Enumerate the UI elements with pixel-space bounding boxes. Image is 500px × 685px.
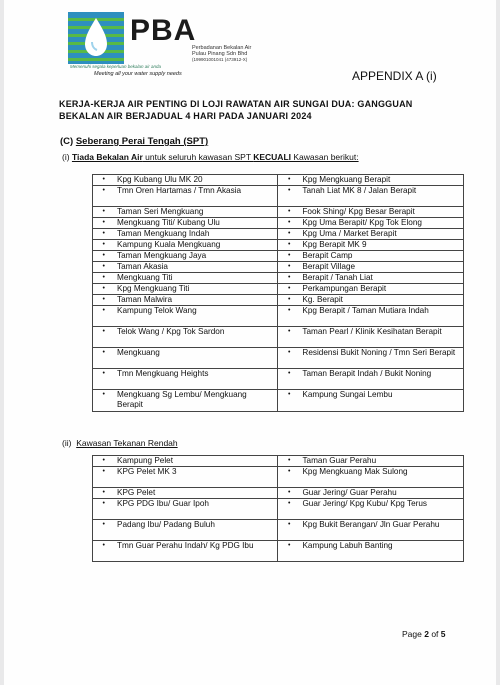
table-cell bbox=[278, 541, 464, 562]
bullet-icon: • bbox=[287, 500, 291, 507]
table-row bbox=[93, 369, 464, 390]
list-item bbox=[93, 306, 277, 316]
table-row bbox=[93, 251, 464, 262]
bullet-icon: • bbox=[287, 241, 291, 248]
list-item bbox=[278, 251, 463, 261]
area-name: Kpg Bukit Berangan/ Jln Guar Perahu bbox=[302, 520, 440, 529]
list-item bbox=[278, 369, 463, 379]
table-cell bbox=[93, 369, 278, 390]
brand-name: PBA bbox=[130, 14, 197, 47]
list-item bbox=[278, 295, 463, 305]
area-name: KPG PDG Ibu/ Guar Ipoh bbox=[117, 499, 209, 508]
bullet-icon: • bbox=[102, 489, 105, 496]
bullet-icon: • bbox=[287, 219, 291, 226]
item-i-heading bbox=[62, 152, 359, 162]
list-item bbox=[93, 229, 277, 239]
list-item bbox=[93, 175, 277, 185]
areas-table-2-body bbox=[93, 456, 464, 562]
bullet-icon: • bbox=[102, 187, 105, 194]
area-name: Taman Guar Perahu bbox=[302, 456, 377, 465]
bullet-icon: • bbox=[287, 230, 291, 237]
table-cell bbox=[278, 207, 464, 218]
bullet-icon: • bbox=[102, 521, 105, 528]
table-row bbox=[93, 390, 464, 412]
area-name: Kpg Berapit / Taman Mutiara Indah bbox=[302, 306, 429, 315]
table-cell bbox=[278, 456, 464, 467]
bullet-icon: • bbox=[287, 391, 291, 398]
bullet-icon: • bbox=[102, 391, 105, 398]
list-item bbox=[93, 251, 277, 261]
bullet-icon: • bbox=[287, 521, 291, 528]
bullet-icon: • bbox=[287, 457, 291, 464]
table-row bbox=[93, 541, 464, 562]
page-current: 2 bbox=[424, 629, 429, 639]
bullet-icon: • bbox=[102, 241, 105, 248]
list-item bbox=[93, 348, 277, 358]
table-cell bbox=[93, 348, 278, 369]
list-item bbox=[278, 262, 463, 272]
tagline-malay: Memenuhi segala keperluan bekalan air anda bbox=[70, 64, 162, 69]
area-name: Taman Akasia bbox=[117, 262, 168, 271]
table-cell bbox=[278, 262, 464, 273]
area-name: Taman Berapit Indah / Bukit Noning bbox=[302, 369, 432, 378]
bullet-icon: • bbox=[102, 208, 105, 215]
section-heading bbox=[60, 136, 208, 147]
area-name: Kampung Telok Wang bbox=[117, 306, 197, 315]
area-name: Mengkuang Sg Lembu/ Mengkuang Berapit bbox=[117, 390, 247, 409]
list-item bbox=[278, 499, 463, 509]
area-name: Kg. Berapit bbox=[302, 295, 343, 304]
table-cell bbox=[93, 467, 278, 488]
document-title: KERJA-KERJA AIR PENTING DI LOJI RAWATAN AIR SUNGAI DUA: GANGGUAN BEKALAN AIR BERJADUAL 4 HARI PADA JANUARI 2024 bbox=[59, 99, 413, 121]
list-item bbox=[278, 541, 463, 551]
list-item bbox=[278, 306, 463, 316]
table-cell bbox=[278, 327, 464, 348]
area-name: Kpg Mengkuang Berapit bbox=[302, 175, 391, 184]
table-row bbox=[93, 273, 464, 284]
bullet-icon: • bbox=[102, 370, 105, 377]
area-name: Fook Shing/ Kpg Besar Berapit bbox=[302, 207, 415, 216]
table-cell bbox=[93, 207, 278, 218]
area-name: Padang Ibu/ Padang Buluh bbox=[117, 520, 215, 529]
bullet-icon: • bbox=[102, 542, 105, 549]
list-item bbox=[93, 207, 277, 217]
area-name: Guar Jering/ Guar Perahu bbox=[302, 488, 397, 497]
area-name: Kampung Pelet bbox=[117, 456, 173, 465]
table-row bbox=[93, 218, 464, 229]
area-name: KPG Pelet bbox=[117, 488, 156, 497]
list-item bbox=[93, 327, 277, 337]
item-ii-number: (ii) bbox=[62, 438, 72, 448]
table-cell bbox=[93, 251, 278, 262]
list-item bbox=[93, 520, 277, 530]
document-page bbox=[4, 0, 496, 685]
list-item bbox=[93, 541, 277, 551]
area-name: Berapit Village bbox=[302, 262, 356, 271]
bullet-icon: • bbox=[287, 489, 291, 496]
area-name: Berapit Camp bbox=[302, 251, 353, 260]
list-item bbox=[278, 284, 463, 294]
table-cell bbox=[278, 251, 464, 262]
bullet-icon: • bbox=[287, 274, 291, 281]
bullet-icon: • bbox=[102, 219, 105, 226]
area-name: Residensi Bukit Noning / Tmn Seri Berapit bbox=[302, 348, 456, 357]
table-cell bbox=[278, 520, 464, 541]
bullet-icon: • bbox=[102, 230, 105, 237]
area-name: Kampung Sungai Lembu bbox=[302, 390, 393, 399]
table-cell bbox=[93, 273, 278, 284]
area-name: Mengkuang bbox=[117, 348, 160, 357]
area-name: Berapit / Tanah Liat bbox=[302, 273, 373, 282]
item-i-kecuali: KECUALI bbox=[253, 152, 291, 162]
section-name: Seberang Perai Tengah (SPT) bbox=[75, 136, 209, 147]
area-name: Kpg Mengkuang Mak Sulong bbox=[302, 467, 408, 476]
area-name: Guar Jering/ Kpg Kubu/ Kpg Terus bbox=[302, 499, 427, 508]
item-i-middle: untuk seluruh kawasan SPT bbox=[142, 152, 254, 162]
tagline-english: Meeting all your water supply needs bbox=[94, 71, 182, 77]
list-item bbox=[278, 218, 463, 228]
table-row bbox=[93, 520, 464, 541]
list-item bbox=[278, 390, 463, 400]
table-cell bbox=[93, 218, 278, 229]
list-item bbox=[93, 284, 277, 294]
table-cell bbox=[93, 186, 278, 207]
table-row bbox=[93, 295, 464, 306]
list-item bbox=[278, 240, 463, 250]
table-cell bbox=[278, 284, 464, 295]
list-item bbox=[278, 186, 463, 196]
table-cell bbox=[93, 295, 278, 306]
area-name: Perkampungan Berapit bbox=[302, 284, 387, 293]
area-name: Kpg Uma Berapit/ Kpg Tok Elong bbox=[302, 218, 422, 227]
table-cell bbox=[93, 488, 278, 499]
bullet-icon: • bbox=[287, 328, 291, 335]
table-cell bbox=[278, 218, 464, 229]
table-cell bbox=[278, 240, 464, 251]
list-item bbox=[93, 262, 277, 272]
bullet-icon: • bbox=[102, 252, 105, 259]
bullet-icon: • bbox=[102, 296, 105, 303]
bullet-icon: • bbox=[287, 349, 291, 356]
list-item bbox=[93, 390, 277, 410]
page-number bbox=[402, 629, 446, 639]
areas-table-2 bbox=[92, 455, 464, 562]
table-row bbox=[93, 488, 464, 499]
area-name: Kpg Berapit MK 9 bbox=[302, 240, 367, 249]
table-cell bbox=[278, 369, 464, 390]
list-item bbox=[93, 369, 277, 379]
page-prefix: Page bbox=[402, 629, 425, 639]
list-item bbox=[278, 488, 463, 498]
list-item bbox=[278, 207, 463, 217]
pba-logo-icon bbox=[68, 12, 124, 64]
area-name: Tmn Oren Hartamas / Tmn Akasia bbox=[117, 186, 242, 195]
table-cell bbox=[278, 186, 464, 207]
table-row bbox=[93, 186, 464, 207]
area-name: Tmn Guar Perahu Indah/ Kg PDG Ibu bbox=[117, 541, 254, 550]
table-row bbox=[93, 348, 464, 369]
areas-table-1 bbox=[92, 174, 464, 412]
table-row bbox=[93, 306, 464, 327]
table-row bbox=[93, 240, 464, 251]
area-name: Taman Pearl / Klinik Kesihatan Berapit bbox=[302, 327, 442, 336]
area-name: Taman Seri Mengkuang bbox=[117, 207, 204, 216]
table-row bbox=[93, 262, 464, 273]
bullet-icon: • bbox=[287, 252, 291, 259]
bullet-icon: • bbox=[102, 468, 105, 475]
table-cell bbox=[278, 273, 464, 284]
bullet-icon: • bbox=[287, 307, 291, 314]
list-item bbox=[93, 218, 277, 228]
bullet-icon: • bbox=[102, 274, 105, 281]
area-name: Kampung Labuh Banting bbox=[302, 541, 393, 550]
area-name: Kampung Kuala Mengkuang bbox=[117, 240, 221, 249]
item-i-number: (i) bbox=[62, 152, 70, 162]
list-item bbox=[93, 456, 277, 466]
table-cell bbox=[93, 541, 278, 562]
list-item bbox=[93, 240, 277, 250]
bullet-icon: • bbox=[287, 542, 291, 549]
table-cell bbox=[278, 306, 464, 327]
list-item bbox=[93, 186, 277, 196]
table-row bbox=[93, 499, 464, 520]
table-cell bbox=[93, 229, 278, 240]
appendix-label: APPENDIX A (i) bbox=[352, 69, 437, 83]
area-name: Kpg Uma / Market Berapit bbox=[302, 229, 397, 238]
area-name: Kpg Mengkuang Titi bbox=[117, 284, 190, 293]
table-cell bbox=[93, 306, 278, 327]
bullet-icon: • bbox=[102, 263, 105, 270]
table-row bbox=[93, 467, 464, 488]
item-ii-heading bbox=[62, 438, 178, 448]
table-cell bbox=[93, 456, 278, 467]
table-row bbox=[93, 284, 464, 295]
page-total: 5 bbox=[440, 629, 446, 639]
item-i-end: Kawasan berikut: bbox=[291, 152, 359, 162]
table-cell bbox=[278, 175, 464, 186]
table-cell bbox=[278, 295, 464, 306]
table-cell bbox=[93, 327, 278, 348]
list-item bbox=[93, 273, 277, 283]
page-of: of bbox=[428, 629, 441, 639]
list-item bbox=[278, 229, 463, 239]
area-name: Mengkuang Titi bbox=[117, 273, 173, 282]
bullet-icon: • bbox=[287, 263, 291, 270]
bullet-icon: • bbox=[102, 328, 105, 335]
bullet-icon: • bbox=[102, 500, 105, 507]
brand-registration: (199901001041 (473912-X) bbox=[192, 57, 248, 62]
table-row bbox=[93, 175, 464, 186]
area-name: Telok Wang / Kpg Tok Sardon bbox=[117, 327, 225, 336]
area-name: Taman Malwira bbox=[117, 295, 173, 304]
area-name: Tmn Mengkuang Heights bbox=[117, 369, 209, 378]
table-row bbox=[93, 229, 464, 240]
table-cell bbox=[278, 467, 464, 488]
table-cell bbox=[278, 229, 464, 240]
areas-table-1-body bbox=[93, 175, 464, 412]
table-row bbox=[93, 207, 464, 218]
area-name: Kpg Kubang Ulu MK 20 bbox=[117, 175, 203, 184]
table-cell bbox=[93, 284, 278, 295]
table-cell bbox=[93, 175, 278, 186]
list-item bbox=[93, 499, 277, 509]
bullet-icon: • bbox=[287, 370, 291, 377]
area-name: Taman Mengkuang Indah bbox=[117, 229, 210, 238]
list-item bbox=[278, 348, 463, 358]
table-cell bbox=[278, 348, 464, 369]
list-item bbox=[278, 467, 463, 477]
bullet-icon: • bbox=[102, 285, 105, 292]
list-item bbox=[278, 327, 463, 337]
bullet-icon: • bbox=[287, 468, 291, 475]
bullet-icon: • bbox=[287, 176, 291, 183]
bullet-icon: • bbox=[287, 296, 291, 303]
section-label: (C) bbox=[60, 136, 74, 147]
bullet-icon: • bbox=[102, 176, 105, 183]
list-item bbox=[93, 467, 277, 477]
area-name: Taman Mengkuang Jaya bbox=[117, 251, 207, 260]
list-item bbox=[93, 488, 277, 498]
item-i-bold: Tiada Bekalan Air bbox=[71, 152, 143, 162]
item-ii-name: Kawasan Tekanan Rendah bbox=[76, 438, 178, 448]
table-cell bbox=[278, 499, 464, 520]
table-cell bbox=[93, 520, 278, 541]
table-cell bbox=[93, 390, 278, 412]
table-cell bbox=[93, 262, 278, 273]
table-cell bbox=[93, 499, 278, 520]
bullet-icon: • bbox=[102, 457, 105, 464]
brand-subtitle-1: Perbadanan Bekalan Air bbox=[192, 45, 252, 51]
list-item bbox=[278, 456, 463, 466]
table-cell bbox=[278, 390, 464, 412]
list-item bbox=[278, 520, 463, 530]
bullet-icon: • bbox=[287, 208, 291, 215]
bullet-icon: • bbox=[102, 349, 105, 356]
table-cell bbox=[278, 488, 464, 499]
list-item bbox=[278, 273, 463, 283]
area-name: KPG Pelet MK 3 bbox=[117, 467, 177, 476]
area-name: Tanah Liat MK 8 / Jalan Berapit bbox=[302, 186, 417, 195]
list-item bbox=[278, 175, 463, 185]
list-item bbox=[93, 295, 277, 305]
bullet-icon: • bbox=[287, 187, 291, 194]
bullet-icon: • bbox=[287, 285, 291, 292]
brand-subtitle-2: Pulau Pinang Sdn Bhd bbox=[192, 51, 248, 57]
table-cell bbox=[93, 240, 278, 251]
area-name: Mengkuang Titi/ Kubang Ulu bbox=[117, 218, 220, 227]
table-row bbox=[93, 327, 464, 348]
table-row bbox=[93, 456, 464, 467]
bullet-icon: • bbox=[102, 307, 105, 314]
